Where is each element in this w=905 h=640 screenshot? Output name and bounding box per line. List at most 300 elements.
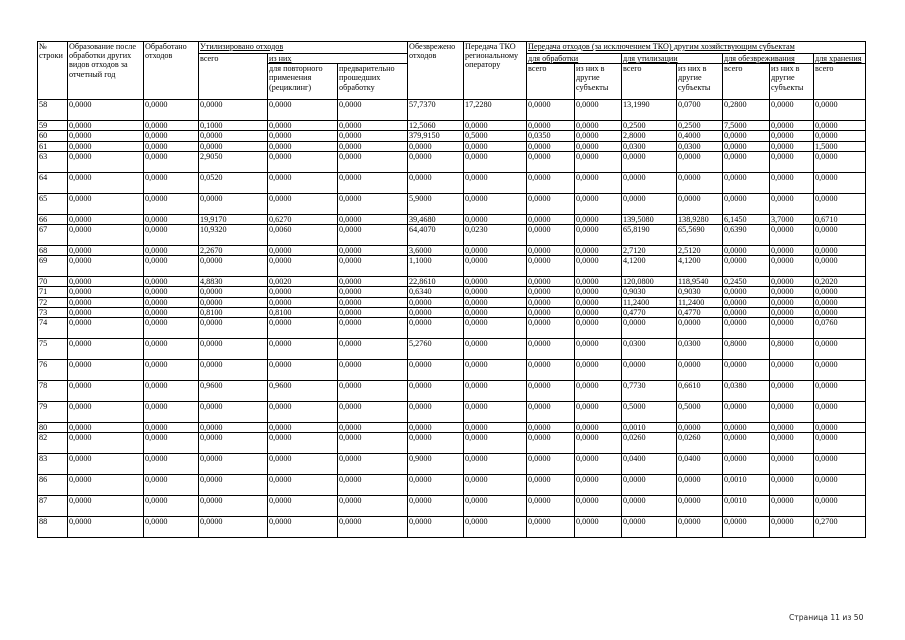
cell-value: 0,6710 xyxy=(814,214,866,224)
cell-value: 19,9170 xyxy=(199,214,268,224)
table-row xyxy=(38,496,866,517)
cell-value: 0,0000 xyxy=(814,246,866,256)
cell-value: 0,0000 xyxy=(527,318,575,339)
cell-value: 0,0000 xyxy=(144,517,199,538)
table-row xyxy=(38,246,866,256)
cell-value: 0,0000 xyxy=(464,121,527,131)
cell-value: 0,0000 xyxy=(575,475,622,496)
cell-value: 0,0000 xyxy=(408,423,464,433)
cell-value: 0,0000 xyxy=(723,402,770,423)
header-row-number: № строки xyxy=(38,42,68,100)
cell-value: 0,0000 xyxy=(408,307,464,317)
cell-value: 0,0000 xyxy=(464,297,527,307)
header-reuse: для повторного применения (рециклинг) xyxy=(268,64,338,100)
cell-value: 0,6610 xyxy=(677,381,723,402)
cell-value: 0,0700 xyxy=(677,100,723,121)
cell-value: 0,0000 xyxy=(723,307,770,317)
cell-value: 0,0000 xyxy=(268,496,338,517)
cell-value: 0,0000 xyxy=(527,381,575,402)
cell-value: 0,0000 xyxy=(144,496,199,517)
cell-value: 0,0230 xyxy=(464,225,527,246)
cell-value: 0,0000 xyxy=(144,454,199,475)
cell-value: 0,0000 xyxy=(144,339,199,360)
table-row xyxy=(38,297,866,307)
cell-value: 0,0000 xyxy=(338,297,408,307)
cell-value: 0,0000 xyxy=(408,402,464,423)
cell-value: 0,0760 xyxy=(814,318,866,339)
row-number: 58 xyxy=(38,100,68,121)
cell-value: 11,2400 xyxy=(622,297,677,307)
cell-value: 0,0000 xyxy=(527,360,575,381)
cell-value: 0,0000 xyxy=(338,402,408,423)
cell-value: 0,0000 xyxy=(575,131,622,141)
table-row xyxy=(38,151,866,172)
cell-value: 0,0000 xyxy=(575,214,622,224)
cell-value: 0,0000 xyxy=(464,246,527,256)
cell-value: 0,0000 xyxy=(527,307,575,317)
header-neutralization-total: всего xyxy=(723,64,770,100)
cell-value: 0,0010 xyxy=(723,475,770,496)
cell-value: 0,0520 xyxy=(199,172,268,193)
cell-value: 0,0000 xyxy=(68,318,144,339)
cell-value: 0,0000 xyxy=(527,297,575,307)
cell-value: 0,0000 xyxy=(268,360,338,381)
table-row xyxy=(38,307,866,317)
cell-value: 0,0000 xyxy=(464,172,527,193)
table-row xyxy=(38,172,866,193)
cell-value: 0,0000 xyxy=(144,131,199,141)
table-row xyxy=(38,193,866,214)
cell-value: 0,0000 xyxy=(575,225,622,246)
cell-value: 0,0000 xyxy=(770,121,814,131)
cell-value: 0,0000 xyxy=(268,433,338,454)
cell-value: 0,0000 xyxy=(408,318,464,339)
cell-value: 12,5060 xyxy=(408,121,464,131)
cell-value: 0,0000 xyxy=(677,517,723,538)
row-number: 70 xyxy=(38,277,68,287)
cell-value: 0,0020 xyxy=(268,277,338,287)
cell-value: 0,0010 xyxy=(723,496,770,517)
cell-value: 0,0000 xyxy=(770,423,814,433)
cell-value: 0,0000 xyxy=(199,100,268,121)
cell-value: 0,0000 xyxy=(338,246,408,256)
cell-value: 0,0000 xyxy=(464,475,527,496)
cell-value: 0,0400 xyxy=(622,454,677,475)
cell-value: 0,0000 xyxy=(68,214,144,224)
cell-value: 0,0000 xyxy=(575,151,622,172)
cell-value: 3,7000 xyxy=(770,214,814,224)
cell-value: 139,5080 xyxy=(622,214,677,224)
row-number: 69 xyxy=(38,256,68,277)
cell-value: 0,0000 xyxy=(770,172,814,193)
cell-value: 0,8100 xyxy=(268,307,338,317)
cell-value: 0,0000 xyxy=(464,454,527,475)
cell-value: 0,0000 xyxy=(199,496,268,517)
header-for-utilization: для утилизации xyxy=(622,54,723,64)
cell-value: 0,5000 xyxy=(464,131,527,141)
cell-value: 0,0000 xyxy=(338,496,408,517)
row-number: 64 xyxy=(38,172,68,193)
header-for-neutralization: для обезвреживания xyxy=(723,54,814,64)
cell-value: 0,0000 xyxy=(723,287,770,297)
cell-value: 0,2450 xyxy=(723,277,770,287)
header-tko: Передача ТКО региональному оператору xyxy=(464,42,527,100)
header-utilized: Утилизировано отходов xyxy=(199,42,408,54)
cell-value: 0,0000 xyxy=(527,475,575,496)
cell-value: 5,9000 xyxy=(408,193,464,214)
cell-value: 0,0000 xyxy=(575,339,622,360)
cell-value: 0,0000 xyxy=(338,433,408,454)
cell-value: 0,0000 xyxy=(144,172,199,193)
header-transfer: Передача отходов (за исключением ТКО) другим хозяйствующим субъектам xyxy=(527,42,866,54)
cell-value: 0,0000 xyxy=(723,517,770,538)
cell-value: 0,0000 xyxy=(268,287,338,297)
cell-value: 0,0000 xyxy=(723,454,770,475)
cell-value: 0,0000 xyxy=(814,475,866,496)
cell-value: 0,0000 xyxy=(723,423,770,433)
cell-value: 0,0000 xyxy=(199,256,268,277)
row-number: 72 xyxy=(38,297,68,307)
table-header xyxy=(38,42,866,100)
row-number: 59 xyxy=(38,121,68,131)
cell-value: 0,0000 xyxy=(268,151,338,172)
cell-value: 0,0000 xyxy=(464,381,527,402)
cell-value: 0,0000 xyxy=(677,151,723,172)
cell-value: 4,8830 xyxy=(199,277,268,287)
cell-value: 0,0000 xyxy=(575,121,622,131)
cell-value: 0,0000 xyxy=(527,121,575,131)
cell-value: 0,0000 xyxy=(268,339,338,360)
cell-value: 0,0000 xyxy=(464,496,527,517)
cell-value: 0,0000 xyxy=(527,246,575,256)
cell-value: 0,0000 xyxy=(814,496,866,517)
cell-value: 0,0000 xyxy=(814,193,866,214)
cell-value: 0,0000 xyxy=(464,287,527,297)
cell-value: 2,2670 xyxy=(199,246,268,256)
row-number: 86 xyxy=(38,475,68,496)
cell-value: 0,0000 xyxy=(68,381,144,402)
cell-value: 0,0000 xyxy=(770,287,814,297)
cell-value: 0,0000 xyxy=(268,297,338,307)
cell-value: 4,1200 xyxy=(677,256,723,277)
cell-value: 0,0000 xyxy=(677,193,723,214)
cell-value: 0,0000 xyxy=(622,172,677,193)
cell-value: 118,9540 xyxy=(677,277,723,287)
cell-value: 0,0000 xyxy=(268,246,338,256)
cell-value: 0,7730 xyxy=(622,381,677,402)
cell-value: 0,0000 xyxy=(527,517,575,538)
cell-value: 0,0000 xyxy=(144,214,199,224)
cell-value: 0,0000 xyxy=(144,423,199,433)
cell-value: 0,0000 xyxy=(144,193,199,214)
cell-value: 0,0000 xyxy=(677,360,723,381)
cell-value: 0,0060 xyxy=(268,225,338,246)
cell-value: 0,0000 xyxy=(144,256,199,277)
cell-value: 0,0000 xyxy=(144,381,199,402)
cell-value: 11,2400 xyxy=(677,297,723,307)
cell-value: 13,1990 xyxy=(622,100,677,121)
cell-value: 0,0000 xyxy=(408,360,464,381)
cell-value: 0,0000 xyxy=(408,381,464,402)
cell-value: 0,0000 xyxy=(68,193,144,214)
cell-value: 0,0000 xyxy=(464,433,527,454)
cell-value: 0,0000 xyxy=(464,307,527,317)
cell-value: 0,0000 xyxy=(68,517,144,538)
cell-value: 0,0000 xyxy=(575,454,622,475)
cell-value: 0,0000 xyxy=(575,307,622,317)
cell-value: 0,0000 xyxy=(527,339,575,360)
cell-value: 0,2800 xyxy=(723,100,770,121)
cell-value: 0,0000 xyxy=(268,131,338,141)
cell-value: 0,0000 xyxy=(68,423,144,433)
cell-value: 0,0000 xyxy=(68,454,144,475)
cell-value: 0,0000 xyxy=(527,214,575,224)
cell-value: 0,0000 xyxy=(144,360,199,381)
cell-value: 0,0000 xyxy=(527,256,575,277)
cell-value: 0,0000 xyxy=(464,256,527,277)
cell-value: 0,0000 xyxy=(199,402,268,423)
cell-value: 0,0000 xyxy=(144,141,199,151)
cell-value: 0,0000 xyxy=(144,151,199,172)
cell-value: 0,0000 xyxy=(622,151,677,172)
table-row xyxy=(38,100,866,121)
cell-value: 0,0000 xyxy=(68,402,144,423)
cell-value: 0,0000 xyxy=(338,256,408,277)
table-row xyxy=(38,141,866,151)
cell-value: 0,8000 xyxy=(723,339,770,360)
table-row xyxy=(38,423,866,433)
cell-value: 0,0000 xyxy=(723,360,770,381)
cell-value: 1,1000 xyxy=(408,256,464,277)
header-processed: Обработано отходов xyxy=(144,42,199,100)
cell-value: 0,0000 xyxy=(723,433,770,454)
cell-value: 0,4770 xyxy=(622,307,677,317)
table-row xyxy=(38,402,866,423)
cell-value: 0,0380 xyxy=(723,381,770,402)
row-number: 83 xyxy=(38,454,68,475)
cell-value: 0,8100 xyxy=(199,307,268,317)
cell-value: 0,0000 xyxy=(677,475,723,496)
header-utilization-other: из них в другие субъекты xyxy=(677,64,723,100)
header-pre-processed: предварительно прошедших обработку xyxy=(338,64,408,100)
table-row xyxy=(38,121,866,131)
cell-value: 64,4070 xyxy=(408,225,464,246)
cell-value: 0,0000 xyxy=(199,360,268,381)
cell-value: 0,0000 xyxy=(68,307,144,317)
cell-value: 0,0000 xyxy=(68,172,144,193)
cell-value: 7,5000 xyxy=(723,121,770,131)
cell-value: 0,0000 xyxy=(338,214,408,224)
cell-value: 0,9000 xyxy=(408,454,464,475)
cell-value: 0,0000 xyxy=(723,131,770,141)
cell-value: 0,2500 xyxy=(622,121,677,131)
row-number: 87 xyxy=(38,496,68,517)
cell-value: 0,0000 xyxy=(527,225,575,246)
cell-value: 0,9030 xyxy=(677,287,723,297)
table-row xyxy=(38,131,866,141)
cell-value: 0,0000 xyxy=(575,297,622,307)
cell-value: 0,5000 xyxy=(677,402,723,423)
cell-value: 0,0000 xyxy=(464,277,527,287)
cell-value: 0,0000 xyxy=(770,277,814,287)
cell-value: 0,0000 xyxy=(814,297,866,307)
cell-value: 0,0000 xyxy=(144,402,199,423)
cell-value: 0,0300 xyxy=(622,141,677,151)
cell-value: 0,0300 xyxy=(677,339,723,360)
cell-value: 0,0000 xyxy=(68,225,144,246)
header-storage-total: всего xyxy=(814,64,866,100)
row-number: 80 xyxy=(38,423,68,433)
cell-value: 0,0000 xyxy=(199,297,268,307)
cell-value: 0,0000 xyxy=(338,131,408,141)
cell-value: 0,0000 xyxy=(723,297,770,307)
cell-value: 0,0000 xyxy=(464,423,527,433)
cell-value: 0,5000 xyxy=(622,402,677,423)
cell-value: 0,0000 xyxy=(68,141,144,151)
cell-value: 0,0000 xyxy=(622,496,677,517)
cell-value: 0,0000 xyxy=(68,360,144,381)
cell-value: 0,0000 xyxy=(575,193,622,214)
cell-value: 0,0000 xyxy=(575,277,622,287)
cell-value: 0,0000 xyxy=(770,307,814,317)
cell-value: 0,0000 xyxy=(677,423,723,433)
row-number: 88 xyxy=(38,517,68,538)
cell-value: 0,0000 xyxy=(814,339,866,360)
row-number: 73 xyxy=(38,307,68,317)
cell-value: 0,0000 xyxy=(338,517,408,538)
cell-value: 0,0000 xyxy=(464,402,527,423)
cell-value: 0,0000 xyxy=(527,277,575,287)
cell-value: 0,0000 xyxy=(68,246,144,256)
cell-value: 0,0000 xyxy=(408,297,464,307)
cell-value: 0,0000 xyxy=(464,193,527,214)
cell-value: 0,0000 xyxy=(144,100,199,121)
cell-value: 138,9280 xyxy=(677,214,723,224)
cell-value: 120,0800 xyxy=(622,277,677,287)
cell-value: 0,0000 xyxy=(677,496,723,517)
cell-value: 0,0000 xyxy=(770,454,814,475)
cell-value: 0,0000 xyxy=(144,318,199,339)
cell-value: 0,0000 xyxy=(622,360,677,381)
cell-value: 0,0000 xyxy=(770,131,814,141)
cell-value: 0,0000 xyxy=(268,454,338,475)
table-row xyxy=(38,475,866,496)
cell-value: 0,0000 xyxy=(575,402,622,423)
cell-value: 0,0000 xyxy=(575,433,622,454)
table-row xyxy=(38,256,866,277)
cell-value: 0,0000 xyxy=(144,297,199,307)
cell-value: 0,0000 xyxy=(814,121,866,131)
cell-value: 0,0000 xyxy=(199,193,268,214)
cell-value: 0,0000 xyxy=(338,307,408,317)
table-row xyxy=(38,225,866,246)
cell-value: 0,0000 xyxy=(68,121,144,131)
table-row xyxy=(38,360,866,381)
cell-value: 0,0000 xyxy=(527,423,575,433)
cell-value: 0,0000 xyxy=(723,193,770,214)
table-body xyxy=(38,100,866,538)
cell-value: 0,9030 xyxy=(622,287,677,297)
cell-value: 39,4680 xyxy=(408,214,464,224)
cell-value: 0,0000 xyxy=(199,131,268,141)
cell-value: 0,0000 xyxy=(338,100,408,121)
header-formed: Образование после обработки других видов отходов за отчетный год xyxy=(68,42,144,100)
row-number: 71 xyxy=(38,287,68,297)
cell-value: 0,4770 xyxy=(677,307,723,317)
cell-value: 0,0000 xyxy=(723,172,770,193)
cell-value: 0,9600 xyxy=(199,381,268,402)
cell-value: 0,4000 xyxy=(677,131,723,141)
cell-value: 0,0000 xyxy=(677,172,723,193)
header-processing-total: всего xyxy=(527,64,575,100)
cell-value: 0,0000 xyxy=(68,256,144,277)
cell-value: 0,6390 xyxy=(723,225,770,246)
cell-value: 0,0000 xyxy=(814,402,866,423)
cell-value: 0,0000 xyxy=(814,381,866,402)
cell-value: 0,0000 xyxy=(723,151,770,172)
cell-value: 0,0000 xyxy=(338,151,408,172)
cell-value: 0,0000 xyxy=(622,517,677,538)
cell-value: 0,0000 xyxy=(575,256,622,277)
row-number: 65 xyxy=(38,193,68,214)
cell-value: 0,0000 xyxy=(575,381,622,402)
cell-value: 0,0000 xyxy=(723,256,770,277)
cell-value: 0,0000 xyxy=(144,307,199,317)
cell-value: 0,0000 xyxy=(464,517,527,538)
cell-value: 0,0000 xyxy=(464,360,527,381)
row-number: 82 xyxy=(38,433,68,454)
cell-value: 0,0000 xyxy=(770,402,814,423)
cell-value: 6,1450 xyxy=(723,214,770,224)
table-row xyxy=(38,277,866,287)
cell-value: 0,0000 xyxy=(338,225,408,246)
cell-value: 0,0000 xyxy=(814,360,866,381)
cell-value: 0,0000 xyxy=(199,454,268,475)
header-neutralization-other: из них в другие субъекты xyxy=(770,64,814,100)
cell-value: 0,0000 xyxy=(338,454,408,475)
cell-value: 0,0000 xyxy=(68,287,144,297)
cell-value: 0,0000 xyxy=(770,246,814,256)
header-processing-other: из них в другие субъекты xyxy=(575,64,622,100)
cell-value: 0,0000 xyxy=(723,318,770,339)
cell-value: 0,0350 xyxy=(527,131,575,141)
cell-value: 0,0000 xyxy=(575,496,622,517)
cell-value: 0,0000 xyxy=(575,172,622,193)
cell-value: 0,0000 xyxy=(814,151,866,172)
table-row xyxy=(38,433,866,454)
table-row xyxy=(38,517,866,538)
cell-value: 0,0000 xyxy=(268,475,338,496)
cell-value: 0,0000 xyxy=(527,100,575,121)
header-neutralized: Обезврежено отходов xyxy=(408,42,464,100)
table-row xyxy=(38,454,866,475)
cell-value: 0,0000 xyxy=(144,225,199,246)
cell-value: 0,0300 xyxy=(677,141,723,151)
cell-value: 0,0000 xyxy=(68,339,144,360)
cell-value: 0,0000 xyxy=(268,121,338,131)
cell-value: 0,0000 xyxy=(268,256,338,277)
cell-value: 0,0000 xyxy=(408,496,464,517)
cell-value: 0,0000 xyxy=(268,402,338,423)
cell-value: 0,0000 xyxy=(814,256,866,277)
cell-value: 0,0000 xyxy=(144,121,199,131)
cell-value: 0,0000 xyxy=(199,318,268,339)
cell-value: 0,0000 xyxy=(677,318,723,339)
cell-value: 0,0000 xyxy=(575,287,622,297)
cell-value: 0,0000 xyxy=(338,339,408,360)
cell-value: 0,0000 xyxy=(575,517,622,538)
cell-value: 0,0000 xyxy=(814,100,866,121)
